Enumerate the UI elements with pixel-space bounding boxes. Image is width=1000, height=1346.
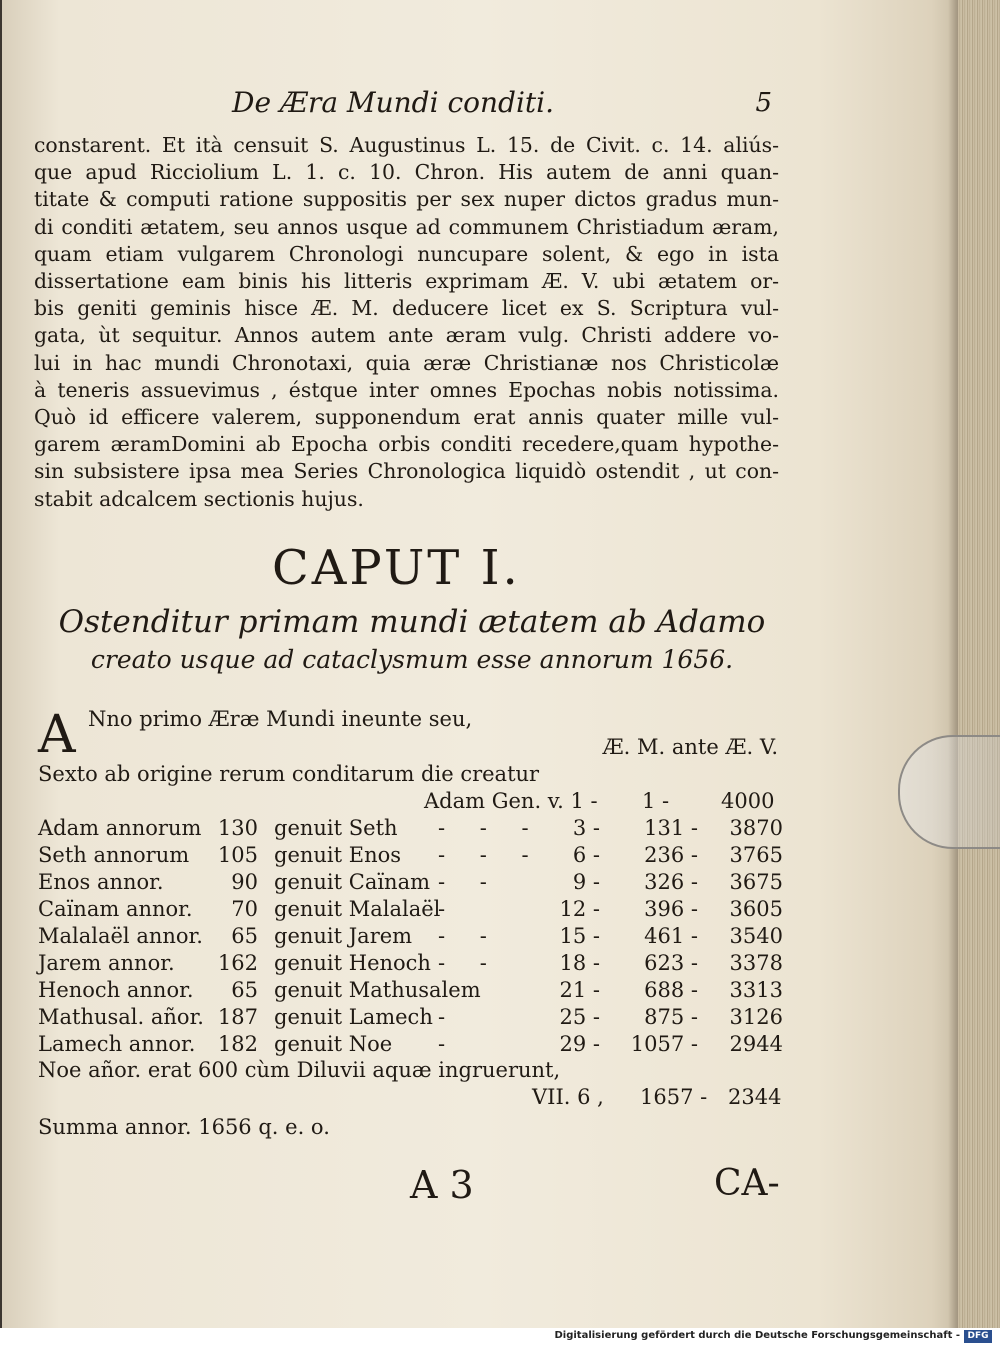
row-generation: 21 - — [559, 978, 600, 1002]
row-years: 65 — [231, 924, 258, 948]
text-line: lui in hac mundi Chronotaxi, quia æræ Christianæ nos Christicolæ — [34, 350, 779, 375]
row-dashes: - - — [438, 951, 501, 975]
text-line: sin subsistere ipsa mea Series Chronologica liquidò ostendit , ut con- — [34, 459, 779, 484]
row-anno-mundi: 461 - — [644, 924, 698, 948]
running-header — [232, 86, 772, 126]
genealogy-table — [38, 816, 783, 1059]
row-name: Mathusal. añor. — [38, 1005, 204, 1029]
creation-line: Sexto ab origine rerum conditarum die creatur — [38, 762, 540, 786]
row-dashes: - — [438, 1005, 460, 1029]
row-ante-vulgarem: 3605 — [729, 897, 783, 921]
row-ante-vulgarem: 3313 — [729, 978, 783, 1002]
row-ante-vulgarem: 2944 — [729, 1032, 783, 1056]
text-line: bis geniti geminis hisce Æ. M. deducere licet ex S. Scriptura vul- — [34, 296, 779, 321]
row-dashes: - - — [438, 924, 501, 948]
table-row — [38, 924, 783, 951]
row-years: 65 — [231, 978, 258, 1002]
row-generation: 29 - — [559, 1032, 600, 1056]
row-years: 70 — [231, 897, 258, 921]
footer-bar — [0, 1328, 1000, 1346]
noe-gen: VII. 6 , — [532, 1085, 604, 1109]
row-generation: 3 - — [572, 816, 600, 840]
row-name: Enos annor. — [38, 870, 164, 894]
row-generation: 9 - — [572, 870, 600, 894]
subtitle-line-1: Ostenditur primam mundi ætatem ab Adamo — [58, 604, 766, 640]
row-generation: 25 - — [559, 1005, 600, 1029]
row-name: Caïnam annor. — [38, 897, 193, 921]
drop-cap: A — [38, 705, 76, 765]
row-years: 90 — [231, 870, 258, 894]
table-row — [38, 978, 783, 1005]
row-anno-mundi: 131 - — [644, 816, 698, 840]
body-paragraph — [34, 132, 779, 513]
table-row — [38, 897, 783, 924]
signature-mark: A 3 — [410, 1163, 474, 1207]
row-name: Seth annorum — [38, 843, 190, 867]
text-line: gata, ùt sequitur. Annos autem ante æram vulg. Christi addere vo- — [34, 323, 779, 348]
text-line: dissertatione eam binis his litteris exprimam Æ. V. ubi ætatem or- — [34, 269, 779, 294]
row-genuit: genuit Noe — [274, 1032, 393, 1056]
row-years: 162 — [217, 951, 258, 975]
row-anno-mundi: 236 - — [644, 843, 698, 867]
chapter-subtitle — [42, 603, 782, 679]
row-ante-vulgarem: 3378 — [729, 951, 783, 975]
text-line: à teneris assuevimus , éstque inter omnes Epochas nobis notissima. — [34, 377, 779, 402]
row-ante-vulgarem: 3126 — [729, 1005, 783, 1029]
row-anno-mundi: 623 - — [644, 951, 698, 975]
page-edges — [958, 0, 1000, 1328]
row-generation: 18 - — [559, 951, 600, 975]
adam-av: 4000 — [721, 789, 775, 813]
row-name: Malalaël annor. — [38, 924, 203, 948]
footer-credit: Digitalisierung gefördert durch die Deutsche Forschungsgemeinschaft - — [554, 1330, 960, 1341]
table-row — [38, 816, 783, 843]
row-genuit: genuit Malalaël — [274, 897, 441, 921]
noe-av: 2344 — [728, 1085, 782, 1109]
row-years: 105 — [217, 843, 258, 867]
page-number: 5 — [755, 88, 772, 118]
summa-line: Summa annor. 1656 q. e. o. — [38, 1115, 330, 1139]
chapter-heading: CAPUT I. — [272, 540, 521, 596]
era-column-header: Æ. M. ante Æ. V. — [602, 735, 778, 759]
row-genuit: genuit Henoch — [274, 951, 431, 975]
adam-am: 1 - — [642, 789, 670, 813]
text-line: stabit adcalcem sectionis hujus. — [34, 486, 364, 511]
row-years: 187 — [217, 1005, 258, 1029]
row-genuit: genuit Mathusalem — [274, 978, 481, 1002]
row-name: Jarem annor. — [38, 951, 175, 975]
row-anno-mundi: 875 - — [644, 1005, 698, 1029]
noe-am: 1657 - — [640, 1085, 708, 1109]
row-ante-vulgarem: 3870 — [729, 816, 783, 840]
row-ante-vulgarem: 3765 — [729, 843, 783, 867]
text-line: quam etiam vulgarem Chronologi nuncupare solent, & ego in ista — [34, 241, 779, 266]
row-generation: 15 - — [559, 924, 600, 948]
text-line: garem æramDomini ab Epocha orbis conditi recedere,quam hypothe- — [34, 432, 779, 457]
table-row — [38, 1005, 783, 1032]
row-ante-vulgarem: 3540 — [729, 924, 783, 948]
row-name: Henoch annor. — [38, 978, 194, 1002]
incipit-text: Nno primo Æræ Mundi ineunte seu, — [88, 707, 473, 731]
noe-row: Noe añor. erat 600 cùm Diluvii aquæ ingruerunt, — [38, 1058, 561, 1082]
row-anno-mundi: 1057 - — [630, 1032, 698, 1056]
row-genuit: genuit Lamech — [274, 1005, 433, 1029]
running-title: De Æra Mundi conditi. — [232, 86, 554, 119]
dfg-logo-icon: DFG — [964, 1330, 992, 1343]
page-clip — [898, 735, 1000, 849]
adam-label: Adam Gen. v. 1 - — [424, 789, 598, 813]
table-row — [38, 951, 783, 978]
text-line: titate & computi ratione suppositis per sex nuper dictos gradus mun- — [34, 187, 779, 212]
row-dashes: - - - — [438, 843, 543, 867]
text-line: Quò id efficere valerem, supponendum erat annis quater mille vul- — [34, 405, 779, 430]
text-line: constarent. Et ità censuit S. Augustinus L. 15. de Civit. c. 14. aliús- — [34, 133, 779, 157]
table-row — [38, 870, 783, 897]
book-page — [2, 0, 960, 1328]
catchword: CA- — [714, 1163, 780, 1204]
text-line: di conditi ætatem, seu annos usque ad communem Christiadum æram, — [34, 214, 779, 239]
row-genuit: genuit Caïnam — [274, 870, 431, 894]
row-name: Adam annorum — [38, 816, 202, 840]
table-row — [38, 843, 783, 870]
row-dashes: - - — [438, 870, 501, 894]
row-genuit: genuit Seth — [274, 816, 398, 840]
row-genuit: genuit Jarem — [274, 924, 413, 948]
row-years: 130 — [217, 816, 258, 840]
row-anno-mundi: 396 - — [644, 897, 698, 921]
row-anno-mundi: 326 - — [644, 870, 698, 894]
subtitle-line-2: creato usque ad cataclysmum esse annorum 1656. — [90, 645, 734, 674]
text-line: que apud Ricciolium L. 1. c. 10. Chron. His autem de anni quan- — [34, 160, 779, 185]
row-dashes: - — [438, 1032, 460, 1056]
row-ante-vulgarem: 3675 — [729, 870, 783, 894]
row-dashes: - — [438, 897, 460, 921]
row-dashes: - - - — [438, 816, 543, 840]
row-anno-mundi: 688 - — [644, 978, 698, 1002]
row-generation: 12 - — [559, 897, 600, 921]
row-name: Lamech annor. — [38, 1032, 196, 1056]
row-genuit: genuit Enos — [274, 843, 402, 867]
adam-creation-row — [424, 789, 775, 813]
row-generation: 6 - — [572, 843, 600, 867]
row-years: 182 — [217, 1032, 258, 1056]
table-row — [38, 1032, 783, 1059]
